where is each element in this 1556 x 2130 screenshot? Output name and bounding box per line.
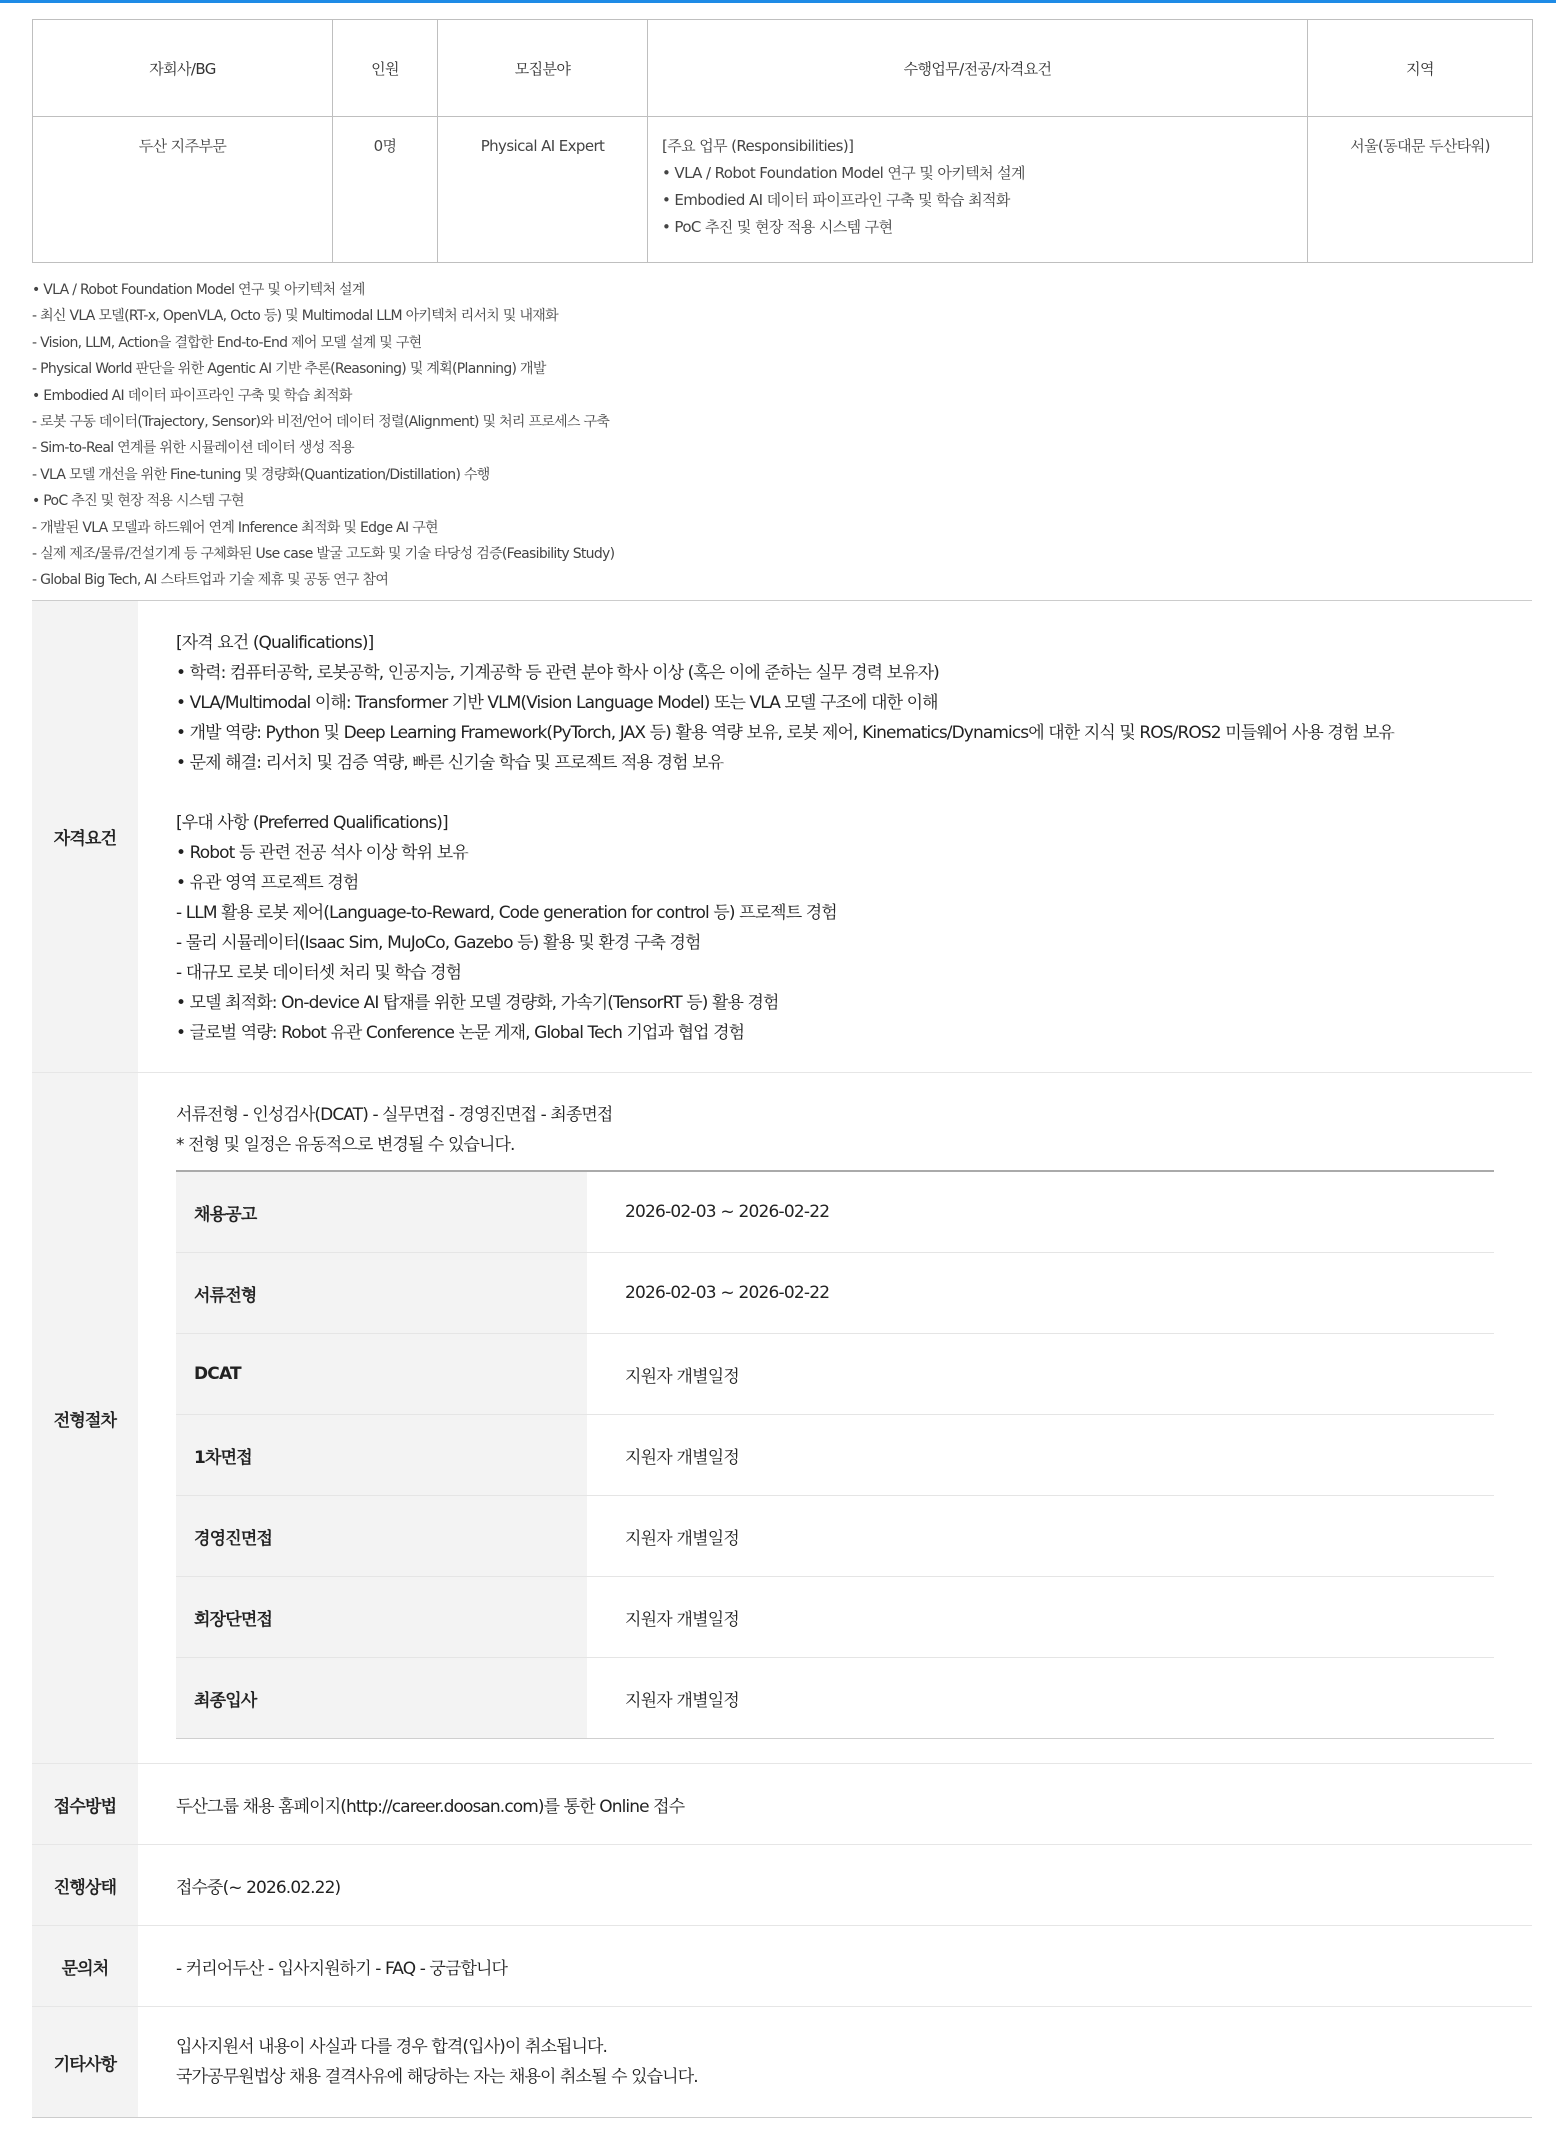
desc-line: - 개발된 VLA 모델과 하드웨어 연계 Inference 최적화 및 Edge AI 구현 xyxy=(32,519,438,536)
other-line: 국가공무원법상 채용 결격사유에 해당하는 자는 채용이 취소될 수 있습니다. xyxy=(176,2067,698,2087)
qualification-line: - LLM 활용 로봇 제어(Language-to-Reward, Code generation for control 등) 프로젝트 경험 xyxy=(176,903,837,923)
schedule-row xyxy=(176,1334,1494,1415)
header-field: 모집분야 xyxy=(438,20,648,117)
header-headcount: 인원 xyxy=(333,20,438,117)
cell-location: 서울(동대문 두산타워) xyxy=(1308,117,1533,263)
schedule-date: 지원자 개별일정 xyxy=(625,1690,739,1711)
qualification-line: - 대규모 로봇 데이터셋 처리 및 학습 경험 xyxy=(176,963,462,983)
status-label: 진행상태 xyxy=(32,1845,138,1925)
qualification-line: - 물리 시뮬레이터(Isaac Sim, MuJoCo, Gazebo 등) 활용 및 환경 구축 경험 xyxy=(176,933,701,953)
summary-data-row xyxy=(33,117,1533,263)
qualification-line: • 모델 최적화: On-device AI 탑재를 위한 모델 경량화, 가속기(TensorRT 등) 활용 경험 xyxy=(176,993,779,1013)
schedule-step: 경영진면접 xyxy=(176,1496,587,1576)
qualification-line: • VLA/Multimodal 이해: Transformer 기반 VLM(Vision Language Model) 또는 VLA 모델 구조에 대한 이해 xyxy=(176,693,938,713)
other-label: 기타사항 xyxy=(32,2007,138,2117)
schedule-step: 회장단면접 xyxy=(176,1577,587,1657)
process-steps: 서류전형 - 인성검사(DCAT) - 실무면접 - 경영진면접 - 최종면접 xyxy=(176,1105,613,1125)
process-content xyxy=(138,1073,1532,1763)
schedule-date: 2026-02-03 ~ 2026-02-22 xyxy=(625,1202,830,1222)
desc-line: - Global Big Tech, AI 스타트업과 기술 제휴 및 공동 연구 참여 xyxy=(32,572,389,589)
schedule-step: 서류전형 xyxy=(176,1253,587,1333)
cell-headcount: 0명 xyxy=(333,117,438,263)
header-company: 자회사/BG xyxy=(33,20,333,117)
apply-method-row xyxy=(32,1764,1532,1845)
desc-line: • VLA / Robot Foundation Model 연구 및 아키텍처 설계 xyxy=(32,282,365,298)
schedule-step: 1차면접 xyxy=(176,1415,587,1495)
schedule-date: 지원자 개별일정 xyxy=(625,1609,739,1630)
schedule-row xyxy=(176,1172,1494,1253)
job-posting xyxy=(32,19,1532,594)
duty-item: • PoC 추진 및 현장 적용 시스템 구현 xyxy=(662,218,893,236)
other-row xyxy=(32,2007,1532,2118)
desc-line: - 로봇 구동 데이터(Trajectory, Sensor)와 비전/언어 데이터 정렬(Alignment) 및 처리 프로세스 구축 xyxy=(32,413,610,430)
schedule-step: DCAT xyxy=(176,1334,587,1414)
header-duties: 수행업무/전공/자격요건 xyxy=(648,20,1308,117)
process-note: * 전형 및 일정은 유동적으로 변경될 수 있습니다. xyxy=(176,1135,515,1155)
desc-line: - Sim-to-Real 연계를 위한 시뮬레이션 데이터 생성 적용 xyxy=(32,440,354,457)
detail-section xyxy=(32,600,1532,2118)
cell-company: 두산 지주부문 xyxy=(33,117,333,263)
responsibilities-detail xyxy=(32,277,1532,594)
status-text: 접수중(~ 2026.02.22) xyxy=(176,1877,341,1898)
top-accent-bar xyxy=(0,0,1556,3)
apply-method-text: 두산그룹 채용 홈페이지(http://career.doosan.com)를 통한 Online 접수 xyxy=(176,1796,685,1817)
desc-line: - Vision, LLM, Action을 결합한 End-to-End 제어 모델 설계 및 구현 xyxy=(32,334,422,351)
qualifications-content xyxy=(138,601,1532,1072)
qualification-line: • 유관 영역 프로젝트 경험 xyxy=(176,873,359,893)
contact-text: - 커리어두산 - 입사지원하기 - FAQ - 궁금합니다 xyxy=(176,1958,508,1979)
status-row xyxy=(32,1845,1532,1926)
qualification-line: • 개발 역량: Python 및 Deep Learning Framework(PyTorch, JAX 등) 활용 역량 보유, 로봇 제어, Kinematics/Dynamics에 대한 지식 및 ROS/ROS2 미들웨어 사용 경험 보유 xyxy=(176,723,1394,743)
schedule-date: 지원자 개별일정 xyxy=(625,1366,739,1387)
desc-line: - 최신 VLA 모델(RT-x, OpenVLA, Octo 등) 및 Multimodal LLM 아키텍처 리서치 및 내재화 xyxy=(32,308,558,325)
schedule-table xyxy=(176,1170,1494,1739)
schedule-date: 지원자 개별일정 xyxy=(625,1528,739,1549)
desc-line: - VLA 모델 개선을 위한 Fine-tuning 및 경량화(Quantization/Distillation) 수행 xyxy=(32,466,490,483)
summary-header-row xyxy=(33,20,1533,117)
qualification-line: • 학력: 컴퓨터공학, 로봇공학, 인공지능, 기계공학 등 관련 분야 학사 이상 (혹은 이에 준하는 실무 경력 보유자) xyxy=(176,663,939,683)
schedule-row xyxy=(176,1577,1494,1658)
desc-line: • Embodied AI 데이터 파이프라인 구축 및 학습 최적화 xyxy=(32,387,352,404)
other-content xyxy=(138,2007,1532,2117)
desc-line: - Physical World 판단을 위한 Agentic AI 기반 추론(Reasoning) 및 계획(Planning) 개발 xyxy=(32,361,546,378)
qualification-line: • 문제 해결: 리서치 및 검증 역량, 빠른 신기술 학습 및 프로젝트 적용 경험 보유 xyxy=(176,753,724,773)
qualification-line: [자격 요건 (Qualifications)] xyxy=(176,633,374,653)
desc-line: • PoC 추진 및 현장 적용 시스템 구현 xyxy=(32,493,244,510)
qualification-line: • Robot 등 관련 전공 석사 이상 학위 보유 xyxy=(176,843,468,863)
duty-item: • VLA / Robot Foundation Model 연구 및 아키텍처 설계 xyxy=(662,164,1025,182)
qualification-line: [우대 사항 (Preferred Qualifications)] xyxy=(176,813,448,833)
contact-row xyxy=(32,1926,1532,2007)
schedule-row xyxy=(176,1496,1494,1577)
other-line: 입사지원서 내용이 사실과 다를 경우 합격(입사)이 취소됩니다. xyxy=(176,2037,608,2057)
process-label: 전형절차 xyxy=(32,1073,138,1763)
schedule-row xyxy=(176,1253,1494,1334)
schedule-step: 최종입사 xyxy=(176,1658,587,1738)
schedule-step: 채용공고 xyxy=(176,1172,587,1252)
qualifications-row xyxy=(32,601,1532,1073)
schedule-row xyxy=(176,1415,1494,1496)
qualification-line: • 글로벌 역량: Robot 유관 Conference 논문 게재, Global Tech 기업과 협업 경험 xyxy=(176,1023,745,1043)
summary-table xyxy=(32,19,1533,263)
process-row xyxy=(32,1073,1532,1764)
cell-duties xyxy=(648,117,1308,263)
schedule-row xyxy=(176,1658,1494,1739)
apply-method-label: 접수방법 xyxy=(32,1764,138,1844)
schedule-date: 지원자 개별일정 xyxy=(625,1447,739,1468)
desc-line: - 실제 제조/물류/건설기계 등 구체화된 Use case 발굴 고도화 및 기술 타당성 검증(Feasibility Study) xyxy=(32,545,615,562)
qualifications-label: 자격요건 xyxy=(32,601,138,1072)
qualification-line xyxy=(176,778,1532,808)
header-location: 지역 xyxy=(1308,20,1533,117)
duty-heading: [주요 업무 (Responsibilities)] xyxy=(662,137,854,155)
duty-item: • Embodied AI 데이터 파이프라인 구축 및 학습 최적화 xyxy=(662,191,1010,209)
contact-label: 문의처 xyxy=(32,1926,138,2006)
cell-field: Physical AI Expert xyxy=(438,117,648,263)
schedule-date: 2026-02-03 ~ 2026-02-22 xyxy=(625,1283,830,1303)
